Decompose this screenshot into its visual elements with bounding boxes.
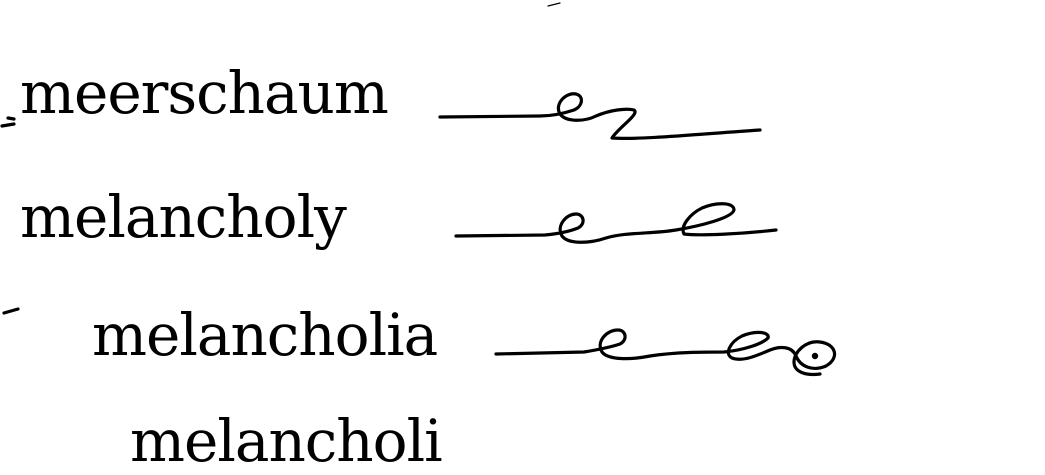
entry-word-cut-off: melancholi	[130, 407, 442, 475]
scan-mark-left-middle	[4, 309, 18, 313]
scan-mark-top	[548, 3, 560, 6]
scan-mark-left-top	[2, 124, 14, 126]
shorthand-dot	[812, 353, 818, 359]
shorthand-outline-melancholia	[496, 330, 835, 375]
shorthand-outline-meerschaum	[440, 94, 760, 139]
shorthand-outline-melancholy	[456, 204, 776, 243]
entry-word-melancholy: melancholy	[20, 183, 346, 251]
entry-word-meerschaum: meerschaum	[20, 59, 388, 127]
entry-word-melancholia: melancholia	[92, 301, 438, 369]
scan-mark-left-top-2	[8, 118, 14, 119]
